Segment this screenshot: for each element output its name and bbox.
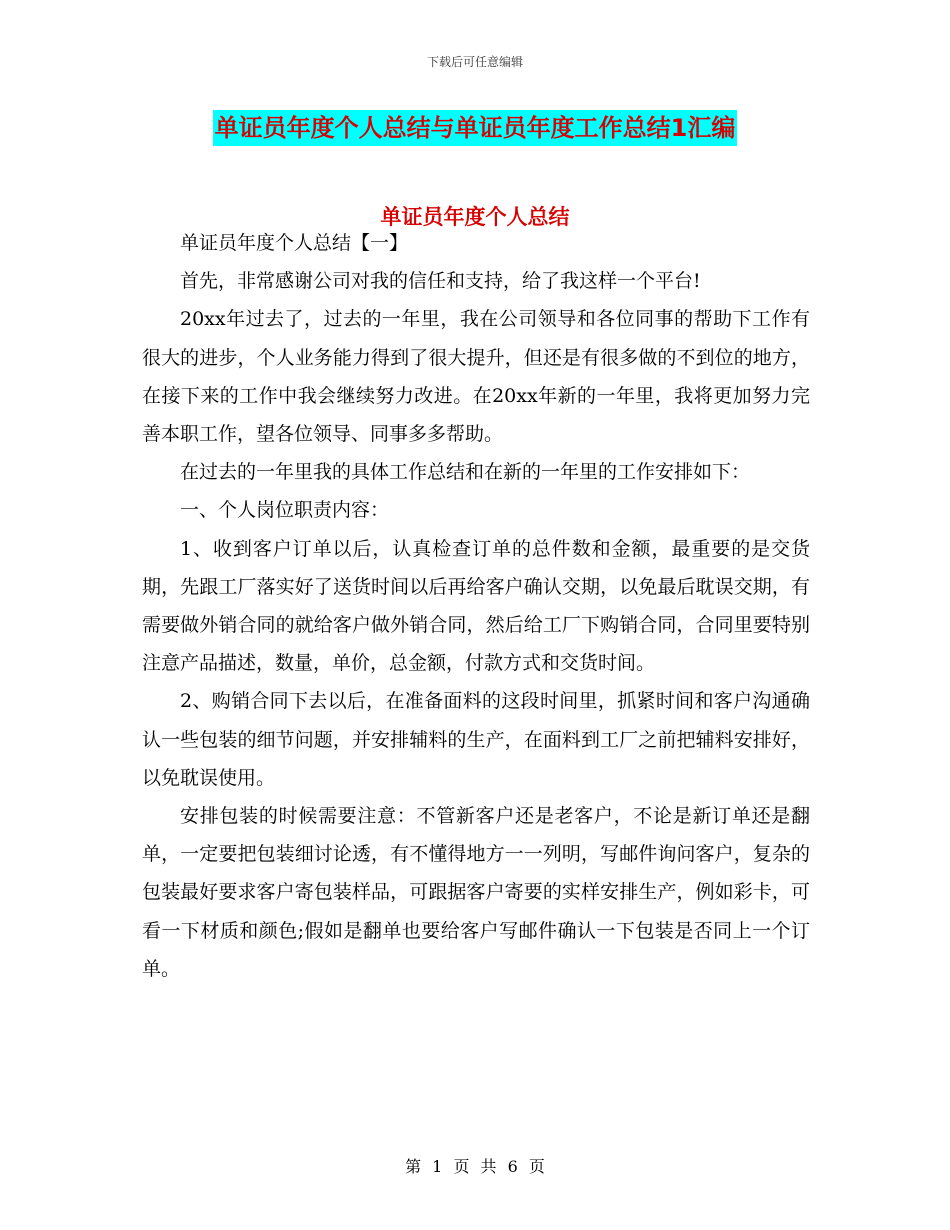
paragraph: 2、购销合同下去以后，在准备面料的这段时间里，抓紧时间和客户沟通确认一些包装的细节问题，并安排辅料的生产，在面料到工厂之前把辅料安排好，以免耽误使用。 (142, 690, 810, 789)
paragraph: 1、收到客户订单以后，认真检查订单的总件数和金额，最重要的是交货期，先跟工厂落实好了送货时间以后再给客户确认交期，以免最后耽误交期，有需要做外销合同的就给客户做外销合同，然后给工厂下购销合同，合同里要特别注意产品描述，数量，单价，总金额，付款方式和交货时间。 (142, 537, 810, 675)
document-title-container (0, 110, 950, 146)
document-body (142, 224, 810, 988)
paragraph: 在过去的一年里我的具体工作总结和在新的一年里的工作安排如下： (180, 461, 751, 484)
paragraph: 20xx年过去了，过去的一年里，我在公司领导和各位同事的帮助下工作有很大的进步，个人业务能力得到了很大提升，但还是有很多做的不到位的地方，在接下来的工作中我会继续努力改进。在20xx年新的一年里，我将更加努力完善本职工作，望各位领导、同事多多帮助。 (142, 308, 810, 446)
section-title: 单证员年度个人总结 (380, 205, 570, 229)
document-title: 单证员年度个人总结与单证员年度工作总结1汇编 (213, 110, 738, 146)
paragraph: 安排包装的时候需要注意：不管新客户还是老客户，不论是新订单还是翻单，一定要把包装细讨论透，有不懂得地方一一列明，写邮件询问客户，复杂的包装最好要求客户寄包装样品，可跟据客户寄要的实样安排生产，例如彩卡，可看一下材质和颜色;假如是翻单也要给客户写邮件确认一下包装是否同上一个订单。 (142, 805, 810, 980)
paragraph: 首先，非常感谢公司对我的信任和支持，给了我这样一个平台! (180, 270, 701, 293)
paragraph: 单证员年度个人总结【一】 (180, 232, 409, 254)
paragraph: 一、个人岗位职责内容： (180, 499, 390, 522)
page-number-footer: 第 1 页 共 6 页 (405, 1157, 545, 1176)
page-header-note: 下载后可任意编辑 (426, 55, 523, 69)
